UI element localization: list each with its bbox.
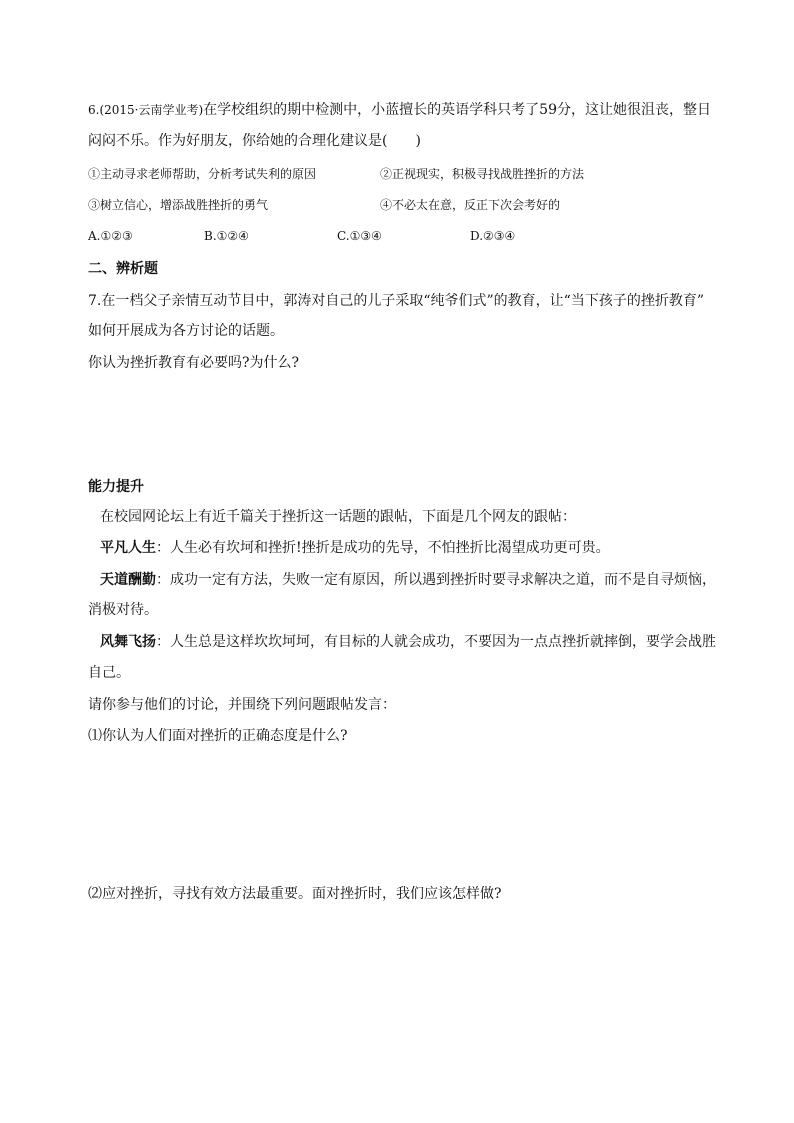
q6-choice-c: C.①③④: [337, 229, 382, 243]
ability-question-2: ⑵应对挫折，寻找有效方法最重要。面对挫折时，我们应该怎样做?: [88, 886, 502, 902]
post-3-text: 人生总是这样坎坎坷坷，有目标的人就会成功，不要因为一点点挫折就摔倒，要学会战胜: [170, 634, 716, 650]
ability-question-1: ⑴你认为人们面对挫折的正确态度是什么?: [88, 728, 348, 744]
ability-prompt: 请你参与他们的讨论，并围绕下列问题跟帖发言：: [88, 697, 396, 713]
post-1-line1: [100, 539, 610, 557]
q6-item-4: ④不必太在意，反正下次会考好的: [380, 198, 561, 212]
post-3-sep: ：: [156, 634, 170, 650]
post-3-line1: [100, 633, 716, 651]
post-2-sep: ：: [156, 572, 170, 588]
post-3-line2: 自己。: [88, 665, 130, 681]
q7-line2: 如何开展成为各方讨论的话题。: [88, 323, 284, 339]
post-1-text: 人生必有坎坷和挫折!挫折是成功的先导，不怕挫折比渴望成功更可贵。: [170, 540, 610, 556]
q6-stem-line1: 在学校组织的期中检测中，小蓝擅长的英语学科只考了59分，这让她很沮丧，整日: [203, 102, 711, 118]
post-2-name: 天道酬勤: [100, 572, 156, 588]
q6-item-1: ①主动寻求老师帮助，分析考试失利的原因: [88, 167, 317, 181]
post-1-sep: ：: [156, 540, 170, 556]
q7-line1: 7.在一档父子亲情互动节目中，郭涛对自己的儿子采取“纯爷们式”的教育，让“当下孩子的挫折教育”: [88, 293, 704, 309]
post-2-line1: [100, 571, 716, 589]
post-2-text: 成功一定有方法，失败一定有原因，所以遇到挫折时要寻求解决之道，而不是自寻烦恼，: [170, 572, 716, 588]
q6-choice-a: A.①②③: [88, 229, 133, 243]
q6-item-2: ②正视现实，积极寻找战胜挫折的方法: [380, 167, 585, 181]
q6-item-3: ③树立信心，增添战胜挫折的勇气: [88, 198, 269, 212]
section2-heading: 二、辨析题: [88, 261, 158, 277]
q6-line1: [88, 101, 711, 119]
ability-intro: 在校园网论坛上有近千篇关于挫折这一话题的跟帖，下面是几个网友的跟帖：: [100, 509, 576, 525]
q7-line3: 你认为挫折教育有必要吗?为什么?: [88, 355, 300, 371]
q6-choice-d: D.②③④: [470, 229, 516, 243]
ability-heading: 能力提升: [88, 479, 144, 495]
post-3-name: 风舞飞扬: [100, 634, 156, 650]
q6-number-source: 6.(2015·云南学业考): [88, 103, 204, 117]
post-2-line2: 消极对待。: [88, 602, 158, 618]
q6-stem-line2: 闷闷不乐。作为好朋友，你给她的合理化建议是( ): [88, 133, 421, 149]
q6-choice-b: B.①②④: [204, 229, 249, 243]
post-1-name: 平凡人生: [100, 540, 156, 556]
